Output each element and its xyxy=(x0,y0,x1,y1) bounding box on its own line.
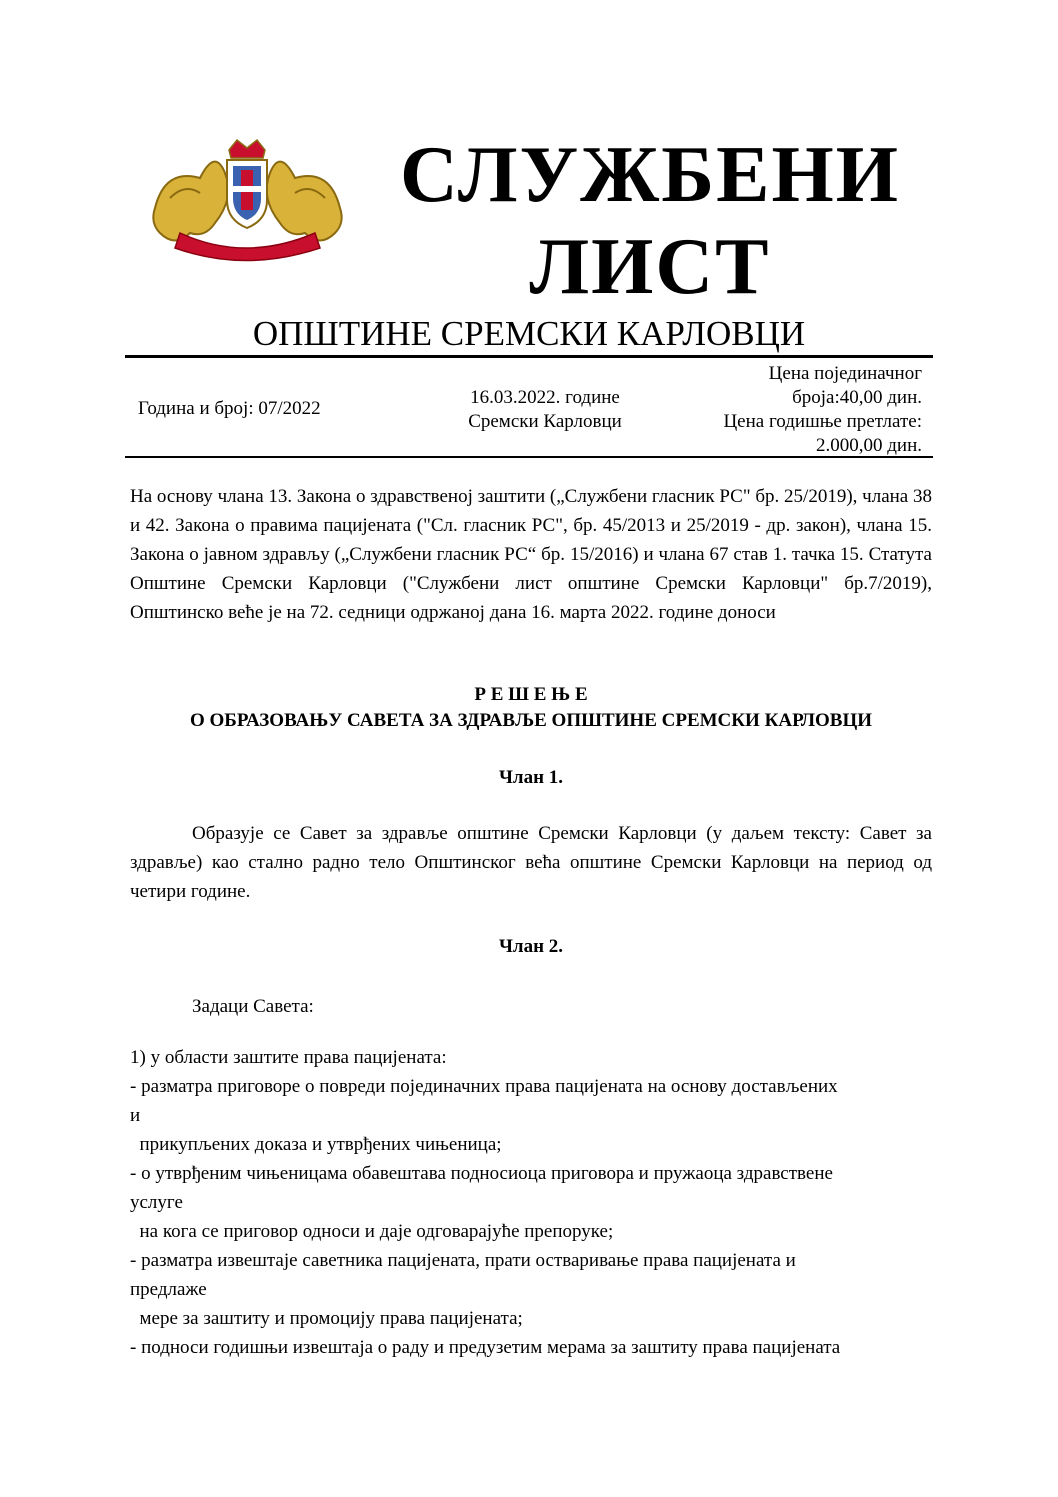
list-item: - разматра приговоре о повреди појединачних права пацијената на основу достављених xyxy=(130,1076,838,1097)
year-and-issue: Година и број: 07/2022 xyxy=(138,398,321,419)
annual-price-value: 2.000,00 дин. xyxy=(815,435,922,456)
article-1-text: Образује се Савет за здравље општине Сремски Карловци (у даљем тексту: Савет за здравље) као стално радно тело Општинског већа општине Сремски Карловци на период од четири године. xyxy=(130,823,932,902)
preamble: На основу члана 13. Закона о здравственој заштити („Службени гласник РС" бр. 25/2019), члана 38 и 42. Закона о правима пацијената ("Сл. гласник РС", бр. 45/2013 и 25/2019 - др. закон), члана 15. Закона о јавном здрављу („Службени гласник РС“ бр. 15/2016) и члана 67 став 1. тачка 15. Статута Општине Сремски Карловци ("Службени лист општине Сремски Карловци" бр.7/2019), Општинско веће је на 72. седници одржаној дана 16. марта 2022. године доноси xyxy=(130,486,932,623)
list-item: - подноси годишњи извештаја о раду и предузетим мерама за заштиту права пацијената xyxy=(130,1337,841,1358)
list-item: - о утврђеним чињеницама обавештава подносиоца приговора и пружаоца здравствене xyxy=(130,1163,833,1184)
newspaper-subtitle: ОПШТИНЕ СРЕМСКИ КАРЛОВЦИ xyxy=(252,314,806,353)
list-item: мере за заштиту и промоцију права пацијената; xyxy=(130,1308,523,1329)
issue-date: 16.03.2022. године xyxy=(470,387,620,408)
coat-of-arms-icon xyxy=(145,138,350,268)
decision-title: Р Е Ш Е Њ Е xyxy=(474,684,588,705)
tasks-list xyxy=(130,1043,932,1362)
decision-subject: О ОБРАЗОВАЊУ САВЕТА ЗА ЗДРАВЉЕ ОПШТИНЕ СРЕМСКИ КАРЛОВЦИ xyxy=(189,710,872,731)
tasks-label: Задаци Савета: xyxy=(192,996,314,1017)
single-price-value: броја:40,00 дин. xyxy=(792,387,922,408)
list-item: 1) у области заштите права пацијената: xyxy=(130,1047,447,1068)
list-item: - разматра извештаје саветника пацијената, прати остваривање права пацијената и xyxy=(130,1250,796,1271)
issue-date-place xyxy=(440,386,650,434)
list-item: и xyxy=(130,1105,141,1126)
masthead-divider xyxy=(125,355,933,358)
list-item: на кога се приговор односи и даје одговарајуће препоруке; xyxy=(130,1221,614,1242)
article-1-heading: Члан 1. xyxy=(498,767,564,788)
list-item: предлаже xyxy=(130,1279,207,1300)
single-price-label: Цена појединачног xyxy=(768,363,922,384)
header-divider xyxy=(125,456,933,458)
list-item: прикупљених доказа и утврђених чињеница; xyxy=(130,1134,502,1155)
price-info xyxy=(650,362,922,458)
article-2-heading: Члан 2. xyxy=(498,936,564,957)
decision-heading xyxy=(130,682,932,734)
issue-place: Сремски Карловци xyxy=(468,411,622,432)
list-item: услуге xyxy=(130,1192,183,1213)
annual-price-label: Цена годишње претлате: xyxy=(723,411,922,432)
newspaper-title-line2: ЛИСТ xyxy=(529,223,771,311)
newspaper-title-line1: СЛУЖБЕНИ xyxy=(400,131,900,219)
